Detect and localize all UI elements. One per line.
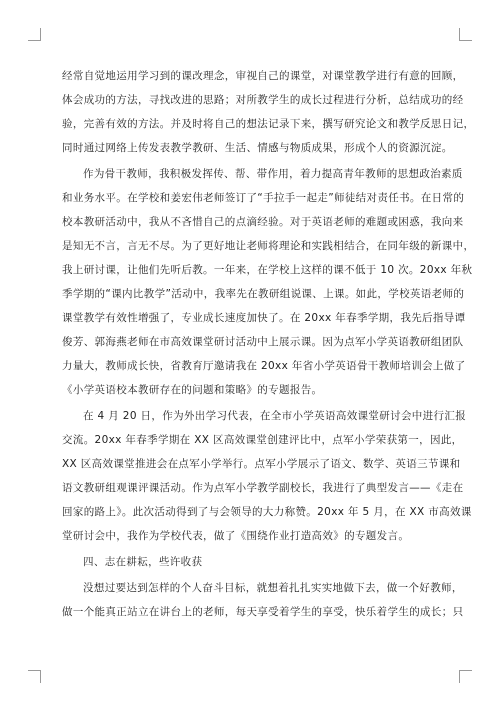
- document-page: [62, 64, 475, 626]
- text-line: 力量大，教师成长快，省教育厅邀请我在 20xx 年省小学英语骨干教师培训会上做了: [62, 360, 466, 372]
- paragraph-mentoring: [62, 162, 475, 402]
- text-line: 《小学英语校本教研存在的问题和策略》的专题报告。: [62, 384, 323, 396]
- text-line: 在 4 月 20 日，作为外出学习代表，在全市小学英语高效课堂研讨会中进行汇报: [83, 410, 467, 422]
- page-corner-mark-bottom-right: [459, 670, 472, 683]
- text-line: 体会成功的方法，寻找改进的思路；对所教学生的成长过程进行分析，总结成功的经: [62, 94, 464, 106]
- text-line: 和业务水平。在学校和姜宏伟老师签订了“手拉手一起走”师徒结对责任书。在日常的: [62, 192, 465, 204]
- text-line: 季学期的“课内比教学”活动中，我率先在教研组说课、上课。如此，学校英语老师的: [62, 288, 465, 300]
- page-corner-mark-top-right: [459, 28, 472, 41]
- page-corner-mark-top-left: [28, 28, 41, 41]
- text-line: 交流。20xx 年春季学期在 XX 区高效课堂创建评比中，点军小学荣获第一，因此，: [62, 434, 463, 446]
- text-line: 俊芳、郭海燕老师在市高效课堂研讨活动中上展示课。因为点军小学英语教研组团队: [62, 336, 464, 348]
- text-line: 经常自觉地运用学习到的课改理念，审视自己的课堂，对课堂教学进行有意的回顾，: [62, 70, 464, 82]
- text-line: 没想过要达到怎样的个人奋斗目标，就想着扎扎实实地做下去，做一个好教师，: [83, 582, 463, 594]
- text-line: 是知无不言，言无不尽。为了更好地让老师将理论和实践相结合，在同年级的新课中，: [62, 240, 475, 252]
- paragraph-exchange: [62, 404, 472, 548]
- text-line: 堂研讨会中，我作为学校代表，做了《围绕作业打造高效》的专题发言。: [62, 530, 410, 542]
- text-line: 校本教研活动中，我从不吝惜自己的点滴经验。对于英语老师的难题或困惑，我向来: [62, 216, 464, 228]
- text-line: 同时通过网络上传发表教学教研、生活、情感与物质成果，形成个人的资源沉淀。: [62, 142, 453, 154]
- paragraph-harvest: [62, 576, 464, 624]
- text-line: 语文教研组观课评课活动。作为点军小学教学副校长，我进行了典型发言——《走在: [62, 482, 464, 494]
- paragraph-reflection: [62, 64, 475, 160]
- text-line: 我上研讨课，让他们先听后教。一年来，在学校上这样的课不低于 10 次。20xx 年秋: [62, 264, 473, 276]
- text-line: 课堂教学有效性增强了，专业成长速度加快了。在 20xx 年春季学期，我先后指导谭: [62, 312, 466, 324]
- text-line: 回家的路上》。此次活动得到了与会领导的大力称赞。20xx 年 5 月，在 XX 市高效课: [62, 506, 472, 518]
- text-line: 作为骨干教师，我积极发挥传、帮、带作用，着力提高青年教师的思想政治素质: [83, 168, 463, 180]
- section-heading: 四、志在耕耘，些许收获: [83, 556, 203, 568]
- text-line: XX 区高效课堂推进会在点军小学举行。点军小学展示了语文、数学、英语三节课和: [62, 458, 461, 470]
- text-line: 做一个能真正站立在讲台上的老师，每天享受着学生的享受，快乐着学生的成长；只: [62, 606, 464, 618]
- text-line: 验，完善有效的方法。并及时将自己的想法记录下来，撰写研究论文和教学反思日记，: [62, 118, 475, 130]
- page-corner-mark-bottom-left: [28, 670, 41, 683]
